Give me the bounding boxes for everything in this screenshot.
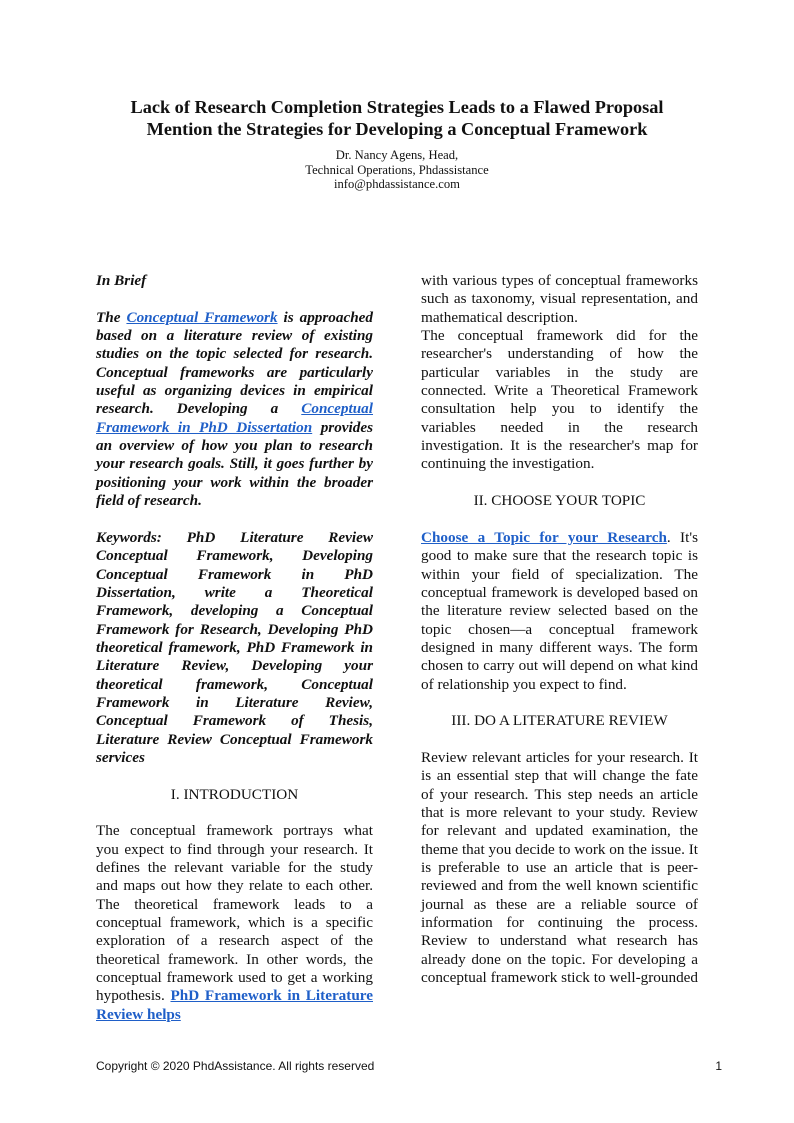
page-footer [96, 1059, 722, 1073]
topic-text: . It's good to make sure that the research topic is within your field of specialization. The conceptual framework is developed based on the literature review selected based on the topic chosen—a conceptual framework designed in many different ways. The form chosen to carry out will depend on what kind of relationship you expect to find. [421, 528, 698, 693]
title-line-1: Lack of Research Completion Strategies Leads to a Flawed Proposal [130, 97, 664, 117]
phd-framework-literature-review-link[interactable]: PhD Framework in Literature Review helps [96, 987, 373, 1023]
copyright-text: Copyright © 2020 PhdAssistance. All rights reserved [96, 1059, 375, 1073]
author-email: info@phdassistance.com [334, 177, 460, 191]
intro-paragraph [96, 822, 373, 1024]
conceptual-framework-link[interactable]: Conceptual Framework [126, 308, 278, 326]
author-affiliation: Technical Operations, Phdassistance [305, 162, 489, 177]
intro-paragraph-continued: with various types of conceptual frameworks such as taxonomy, visual representation, and mathematical description. [421, 272, 698, 326]
topic-paragraph [421, 529, 698, 694]
review-paragraph: Review relevant articles for your research. It is an essential step that will change the fate of your research. This step needs an article that is more relevant to your study. Review for relevant and updated examination, the theme that you decide to work on the issue. It is preferable to use an article that is peer-reviewed and from the well known scientific journal as these are a reliable source of information for continuing the process. Review to understand what research has already done on the topic. For developing a conceptual framework stick to well-grounded [421, 748, 698, 987]
brief-text-1: The [96, 308, 127, 326]
left-column [96, 272, 373, 1024]
author-name: Dr. Nancy Agens, Head, [335, 148, 459, 162]
intro-text-1: The conceptual framework portrays what you expect to find through your research. It defines the relevant variable for the study and maps out how they relate to each other. The theoretical framework leads to a conceptual framework, which is a specific exploration of a research aspect of the theoretical framework. In other words, the conceptual framework used to get a working hypothesis. [96, 822, 373, 1005]
page-number: 1 [715, 1059, 722, 1073]
brief-paragraph [96, 309, 373, 511]
review-heading: III. DO A LITERATURE REVIEW [451, 712, 668, 730]
conceptual-framework-dissertation-link[interactable]: Conceptual Framework in PhD Dissertation [96, 400, 373, 436]
topic-heading: II. CHOOSE YOUR TOPIC [473, 492, 646, 510]
author-block [0, 148, 794, 192]
intro-heading: I. INTRODUCTION [170, 785, 299, 803]
intro-paragraph-2: The conceptual framework did for the researcher's understanding of how the particular variables in the study are connected. Write a Theoretical Framework consultation help you to identify the variables needed in the research investigation. It is the researcher's map for continuing the investigation. [421, 327, 698, 473]
brief-text-3: provides an overview of how you plan to research your research goals. Still, it goes further by positioning your work within the broader field of research. [96, 418, 373, 510]
choose-topic-link[interactable]: Choose a Topic for your Research [421, 528, 667, 546]
document-title [0, 96, 794, 140]
brief-heading: In Brief [96, 272, 147, 289]
title-line-2: Mention the Strategies for Developing a Conceptual Framework [146, 119, 648, 139]
right-column [421, 272, 698, 987]
keywords-paragraph: Keywords: PhD Literature Review Conceptual Framework, Developing Conceptual Framework in PhD Dissertation, write a Theoretical Framework, developing a Conceptual Framework for Research, Developing PhD theoretical framework, PhD Framework in Literature Review, Developing your theoretical framework, Conceptual Framework in Literature Review, Conceptual Framework of Thesis, Literature Review Conceptual Framework services [96, 528, 373, 766]
brief-text-2: is approached based on a literature review of existing studies on the topic selected for research. Conceptual frameworks are particularly useful as organizing devices in empirical research. Developing a [96, 308, 373, 418]
